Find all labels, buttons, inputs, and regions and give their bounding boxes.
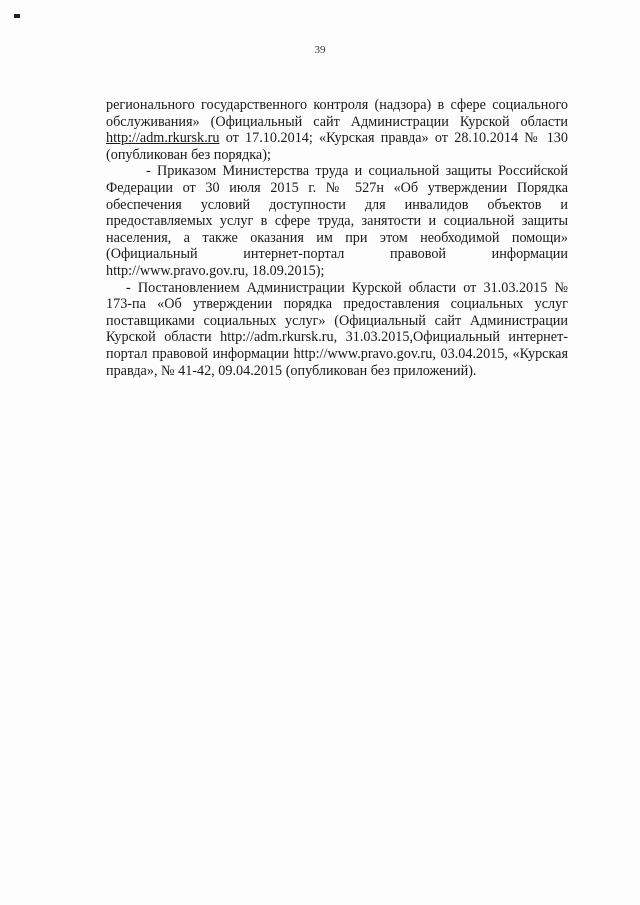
adm-rkursk-link[interactable]: http://adm.rkursk.ru [106, 130, 220, 147]
paragraph-1-end: от 17.10.2014; «Курская правда» от 28.10.2014 № 130 (опубликован без порядка); [106, 130, 568, 163]
document-body [106, 97, 568, 379]
scan-mark [14, 14, 20, 18]
paragraph-1 [106, 97, 568, 163]
paragraph-2: - Приказом Министерства труда и социальной защиты Российской Федерации от 30 июля 2015 г. № 527н «Об утверждении Порядка обеспечения условий доступности для инвалидов объектов и предоставляемых услуг в сфере труда, занятости и социальной защиты населения, а также оказания им при этом необходимой помощи» (Официальный интернет-портал правовой информации http://www.pravo.gov.ru, 18.09.2015); [106, 163, 568, 279]
paragraph-1-start: регионального государственного контроля (надзора) в сфере социального обслуживания» (Официальный сайт Администрации Курской области [106, 97, 568, 130]
paragraph-3: - Постановлением Администрации Курской области от 31.03.2015 № 173-па «Об утверждении порядка предоставления социальных услуг поставщиками социальных услуг» (Официальный сайт Администрации Курской области http://adm.rkursk.ru, 31.03.2015,Официальный интернет-портал правовой информации http://www.pravo.gov.ru, 03.04.2015, «Курская правда», № 41-42, 09.04.2015 (опубликован без приложений). [106, 279, 568, 379]
page-number: 39 [314, 44, 326, 56]
